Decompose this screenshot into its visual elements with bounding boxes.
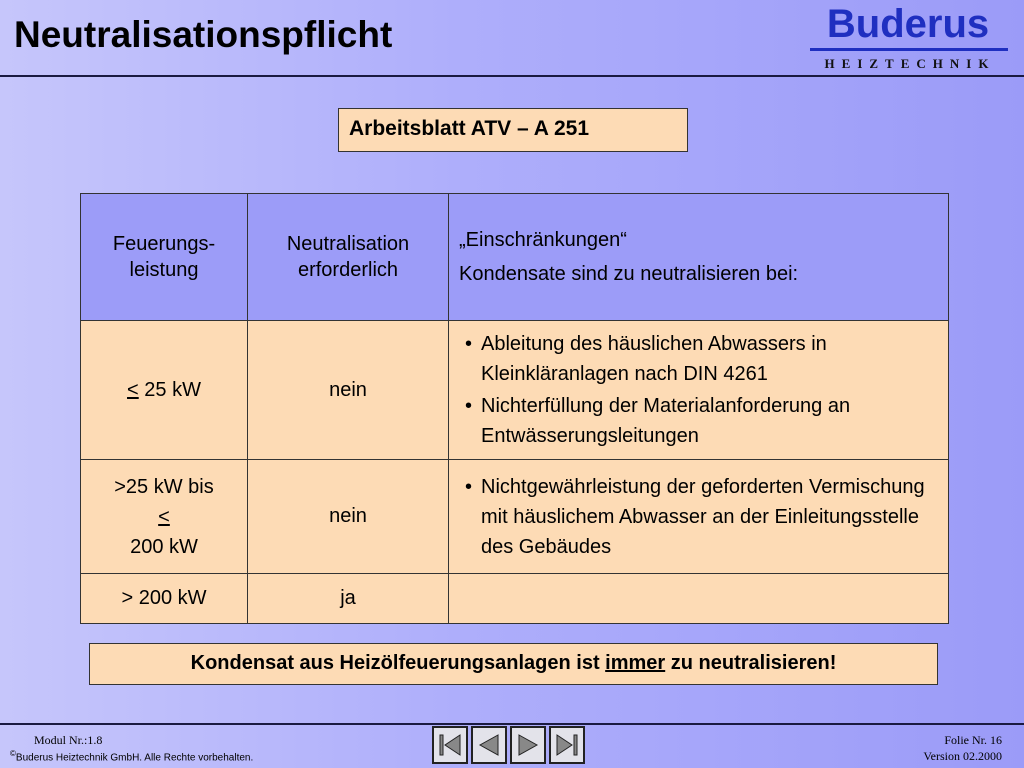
logo-tagline: HEIZTECHNIK <box>824 56 996 71</box>
header-einschraenkungen <box>449 194 949 321</box>
copyright-text: Buderus Heiztechnik GmbH. Alle Rechte vorbehalten. <box>15 752 254 764</box>
last-slide-button[interactable] <box>549 726 585 764</box>
title-divider <box>0 75 1024 77</box>
skip-back-icon <box>436 731 464 759</box>
header-line: leistung <box>129 259 199 281</box>
note-emphasis: immer <box>605 652 666 674</box>
restriction-item: • Nichterfüllung der Materialanforderung an Entwässerungsleitungen <box>459 391 938 451</box>
power-cell: > 200 kW <box>81 574 248 624</box>
power-value <box>82 502 246 562</box>
table-header-row <box>81 194 949 321</box>
restrictions-cell <box>449 460 949 574</box>
table-row <box>81 460 949 574</box>
skip-forward-icon <box>553 731 581 759</box>
header-line: Kondensate sind zu neutralisieren bei: <box>459 263 799 285</box>
header-feuerungsleistung <box>81 194 248 321</box>
power-cell <box>81 460 248 574</box>
logo-wordmark: Buderus <box>826 2 990 46</box>
header-line: „Einschränkungen“ <box>459 229 627 251</box>
previous-slide-button[interactable] <box>471 726 507 764</box>
subtitle-box: Arbeitsblatt ATV – A 251 <box>338 108 688 152</box>
header-line: erforderlich <box>297 259 399 281</box>
table-row <box>81 321 949 460</box>
logo-underline <box>810 48 1008 51</box>
power-value: 25 kW <box>138 378 201 401</box>
conclusion-note <box>89 643 938 685</box>
power-cell <box>81 321 248 460</box>
neutralisation-cell: ja <box>248 574 449 624</box>
less-equal-symbol: < <box>158 505 170 528</box>
restriction-item: • Nichtgewährleistung der geforderten Vermischung mit häuslichem Abwasser an der Einleitungsstelle des Gebäudes <box>459 472 938 562</box>
neutralisation-table <box>80 193 949 624</box>
copyright-symbol: © <box>10 749 16 758</box>
less-equal-symbol: < <box>127 378 139 401</box>
next-slide-button[interactable] <box>510 726 546 764</box>
table-row <box>81 574 949 624</box>
slide-number: Folie Nr. 16 <box>944 733 1002 747</box>
power-value: >25 kW bis <box>114 475 214 498</box>
slide-navigation <box>432 726 585 766</box>
version: Version 02.2000 <box>923 749 1002 763</box>
note-text: Kondensat aus Heizölfeuerungsanlagen ist <box>190 652 606 674</box>
neutralisation-cell: nein <box>248 321 449 460</box>
triangle-left-icon <box>475 731 503 759</box>
note-text-end: zu neutralisieren! <box>665 652 837 674</box>
footer-divider <box>0 723 1024 725</box>
copyright <box>10 749 253 763</box>
first-slide-button[interactable] <box>432 726 468 764</box>
power-value-rest: 200 kW <box>130 535 198 558</box>
slide-title: Neutralisationspflicht <box>14 14 393 55</box>
module-number: Modul Nr.:1.8 <box>34 733 103 747</box>
header-line: Neutralisation <box>286 233 410 255</box>
header-neutralisation <box>248 194 449 321</box>
restriction-item: • Ableitung des häuslichen Abwassers in Kleinkläranlagen nach DIN 4261 <box>459 329 938 389</box>
neutralisation-cell: nein <box>248 460 449 574</box>
buderus-logo <box>808 2 1012 72</box>
triangle-right-icon <box>514 731 542 759</box>
header-line: Feuerungs- <box>112 233 216 255</box>
restrictions-cell <box>449 321 949 460</box>
restrictions-cell <box>449 574 949 624</box>
